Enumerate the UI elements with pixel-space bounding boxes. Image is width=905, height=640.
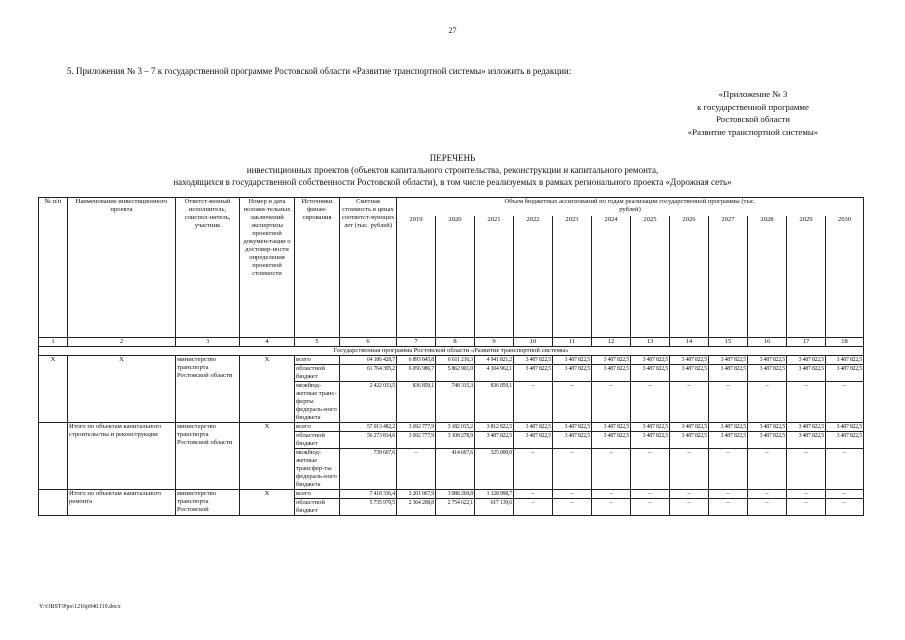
title-line-1: ПЕРЕЧЕНЬ bbox=[429, 153, 476, 163]
year-value: 3 487 822,5 bbox=[826, 423, 864, 432]
column-number: 4 bbox=[240, 338, 295, 347]
year-value: 5 862 901,0 bbox=[436, 365, 475, 382]
year-value: – bbox=[748, 382, 787, 423]
executor: министерство транспорта Ростовской области bbox=[176, 356, 240, 423]
year-value: 3 692 777,9 bbox=[397, 432, 436, 449]
project-name: Х bbox=[68, 356, 176, 423]
year-value: – bbox=[787, 499, 826, 516]
year-value: – bbox=[826, 499, 864, 516]
header-year: 2022 bbox=[514, 216, 553, 338]
year-value: 3 487 822,5 bbox=[553, 356, 592, 365]
header-year: 2023 bbox=[553, 216, 592, 338]
header-expertise: Номер и дата положи-тельных заключений экспертизы проектной докумен-тации о достовер-ности определения проектной стоимости bbox=[240, 198, 295, 338]
year-value: 3 487 822,5 bbox=[592, 356, 631, 365]
year-value: 3 201 067,9 bbox=[397, 490, 436, 499]
year-value: 3 487 822,5 bbox=[709, 423, 748, 432]
column-number: 3 bbox=[176, 338, 240, 347]
year-value: – bbox=[748, 499, 787, 516]
year-value: 3 487 822,5 bbox=[709, 432, 748, 449]
funding-source: межбюд-жетные трансфер-ты федераль-ного бюджета bbox=[295, 449, 340, 490]
year-value: – bbox=[553, 449, 592, 490]
column-number: 16 bbox=[748, 338, 787, 347]
year-value: 4 941 821,2 bbox=[475, 356, 514, 365]
group-num: Х bbox=[39, 356, 68, 423]
year-value: – bbox=[670, 490, 709, 499]
year-value: 1 128 998,7 bbox=[475, 490, 514, 499]
funding-source: межбюд-жетные транс-ферты федераль-ного бюджета bbox=[295, 382, 340, 423]
year-value: 3 487 822,5 bbox=[787, 432, 826, 449]
column-number: 11 bbox=[553, 338, 592, 347]
year-value: 3 487 822,5 bbox=[553, 365, 592, 382]
appendix-line-4: «Развитие транспортной системы» bbox=[687, 126, 819, 137]
estimated-cost: 57 013 482,2 bbox=[340, 423, 397, 432]
header-executor: Ответст-венный исполнитель, соиспол-нитель, участник bbox=[176, 198, 240, 338]
year-value: – bbox=[709, 449, 748, 490]
year-value: – bbox=[592, 449, 631, 490]
expertise: Х bbox=[240, 356, 295, 423]
group-num bbox=[39, 423, 68, 490]
column-number: 14 bbox=[670, 338, 709, 347]
column-number: 10 bbox=[514, 338, 553, 347]
header-year: 2027 bbox=[709, 216, 748, 338]
column-number: 9 bbox=[475, 338, 514, 347]
column-number: 7 bbox=[397, 338, 436, 347]
year-value: 3 487 822,5 bbox=[631, 432, 670, 449]
year-value: – bbox=[631, 490, 670, 499]
year-value: 3 487 822,5 bbox=[826, 356, 864, 365]
funding-source: всего bbox=[295, 423, 340, 432]
year-value: 3 692 777,9 bbox=[397, 423, 436, 432]
year-value: 3 487 822,5 bbox=[748, 423, 787, 432]
year-value: – bbox=[631, 449, 670, 490]
year-value: 3 487 822,5 bbox=[514, 356, 553, 365]
year-value: – bbox=[670, 449, 709, 490]
year-value: 3 487 822,5 bbox=[787, 356, 826, 365]
year-value: 617 139,6 bbox=[475, 499, 514, 516]
year-value: 3 487 822,5 bbox=[670, 365, 709, 382]
column-number-row bbox=[39, 338, 864, 347]
header-year: 2029 bbox=[787, 216, 826, 338]
year-value: – bbox=[631, 382, 670, 423]
year-value: 3 487 822,5 bbox=[592, 365, 631, 382]
header-year: 2021 bbox=[475, 216, 514, 338]
year-value: – bbox=[514, 499, 553, 516]
year-value: 3 487 822,5 bbox=[514, 423, 553, 432]
appendix-line-1: «Приложение № 3 bbox=[718, 89, 788, 99]
year-value: 3 487 822,5 bbox=[631, 356, 670, 365]
header-year: 2020 bbox=[436, 216, 475, 338]
estimated-cost: 56 273 814,6 bbox=[340, 432, 397, 449]
executor: министерство транспорта Ростовской bbox=[176, 490, 240, 516]
year-value: – bbox=[670, 499, 709, 516]
year-value: – bbox=[631, 499, 670, 516]
column-number: 6 bbox=[340, 338, 397, 347]
year-value: 3 182 015,2 bbox=[436, 423, 475, 432]
year-value: – bbox=[709, 382, 748, 423]
year-value: 6 056 986,7 bbox=[397, 365, 436, 382]
investment-projects-table bbox=[38, 197, 864, 516]
year-value: 3 487 822,5 bbox=[748, 432, 787, 449]
document-title bbox=[40, 152, 865, 188]
estimated-cost: 739 667,6 bbox=[340, 449, 397, 490]
funding-source: всего bbox=[295, 490, 340, 499]
column-number: 12 bbox=[592, 338, 631, 347]
title-line-3: находящихся в государственной собственности Ростовской области), в том числе реализуемых в рамках регионального проекта «Дорожная сеть» bbox=[173, 177, 732, 187]
header-name: Наименование инвестиционного проекта bbox=[68, 198, 176, 338]
column-number: 15 bbox=[709, 338, 748, 347]
funding-source: областной бюджет bbox=[295, 432, 340, 449]
year-value: 6 611 216,3 bbox=[436, 356, 475, 365]
year-value: 3 487 822,5 bbox=[592, 432, 631, 449]
year-value: 3 487 822,5 bbox=[514, 432, 553, 449]
year-value: 414 667,6 bbox=[436, 449, 475, 490]
year-value: 3 088 269,8 bbox=[436, 490, 475, 499]
year-value: 3 487 822,5 bbox=[475, 432, 514, 449]
year-value: 3 487 822,5 bbox=[670, 432, 709, 449]
year-value: 3 487 822,5 bbox=[826, 365, 864, 382]
year-value: 4 104 962,1 bbox=[475, 365, 514, 382]
estimated-cost: 5 735 970,5 bbox=[340, 499, 397, 516]
year-value: 836 859,1 bbox=[397, 382, 436, 423]
year-value: – bbox=[670, 382, 709, 423]
year-value: – bbox=[592, 490, 631, 499]
header-num: № п/п bbox=[39, 198, 68, 338]
column-number: 17 bbox=[787, 338, 826, 347]
year-value: 6 893 845,8 bbox=[397, 356, 436, 365]
expertise: Х bbox=[240, 490, 295, 516]
year-value: 3 487 822,5 bbox=[787, 365, 826, 382]
project-name: Итого по объектам капитального строительства и реконструкции bbox=[68, 423, 176, 490]
estimated-cost: 64 186 428,7 bbox=[340, 356, 397, 365]
year-value: – bbox=[514, 449, 553, 490]
header-year: 2024 bbox=[592, 216, 631, 338]
year-value: – bbox=[826, 490, 864, 499]
column-number: 1 bbox=[39, 338, 68, 347]
appendix-line-3: Ростовской области bbox=[716, 114, 790, 124]
executor: министерство транспорта Ростовской области bbox=[176, 423, 240, 490]
year-value: 3 487 822,5 bbox=[748, 356, 787, 365]
project-name: Итого по объектам капитального ремонта bbox=[68, 490, 176, 516]
file-path-footer: Y:\ORST\Ppo\1216p940.f19.docx bbox=[39, 604, 121, 610]
year-value: – bbox=[514, 382, 553, 423]
year-value: 325 000,0 bbox=[475, 449, 514, 490]
estimated-cost: 7 418 336,4 bbox=[340, 490, 397, 499]
column-number: 13 bbox=[631, 338, 670, 347]
header-volume: Объем бюджетных ассигнований по годам реализации государственной программы (тыс. рублей) bbox=[397, 198, 864, 216]
year-value: – bbox=[709, 490, 748, 499]
year-value: 748 315,3 bbox=[436, 382, 475, 423]
year-value: 3 108 278,9 bbox=[436, 432, 475, 449]
year-value: – bbox=[553, 490, 592, 499]
year-value: 3 487 822,5 bbox=[553, 432, 592, 449]
year-value: – bbox=[709, 499, 748, 516]
year-value: – bbox=[787, 490, 826, 499]
estimated-cost: 61 764 395,2 bbox=[340, 365, 397, 382]
year-value: – bbox=[592, 499, 631, 516]
title-line-2: инвестиционных проектов (объектов капитального строительства, реконструкции и капитального ремонта, bbox=[246, 165, 659, 175]
program-title: Государственная программа Ростовской области «Развитие транспортной системы» bbox=[39, 347, 864, 356]
year-value: – bbox=[514, 490, 553, 499]
year-value: 3 487 822,5 bbox=[670, 356, 709, 365]
year-value: – bbox=[826, 449, 864, 490]
year-value: 3 812 822,5 bbox=[475, 423, 514, 432]
table-body bbox=[39, 338, 864, 516]
funding-source: областной бюджет bbox=[295, 499, 340, 516]
year-value: 3 487 822,5 bbox=[709, 365, 748, 382]
year-value: – bbox=[826, 382, 864, 423]
funding-source: областной бюджет bbox=[295, 365, 340, 382]
header-cost: Сметная стоимость в ценах соответст-вующих лет (тыс. рублей) bbox=[340, 198, 397, 338]
year-value: 2 754 622,1 bbox=[436, 499, 475, 516]
year-value: – bbox=[592, 382, 631, 423]
header-year: 2025 bbox=[631, 216, 670, 338]
year-value: 3 487 822,5 bbox=[631, 365, 670, 382]
year-value: 3 487 822,5 bbox=[631, 423, 670, 432]
year-value: – bbox=[748, 490, 787, 499]
year-value: 3 487 822,5 bbox=[514, 365, 553, 382]
expertise: Х bbox=[240, 423, 295, 490]
year-value: 3 487 822,5 bbox=[748, 365, 787, 382]
table-row bbox=[39, 356, 864, 365]
year-value: 2 364 208,8 bbox=[397, 499, 436, 516]
appendix-header bbox=[663, 88, 843, 138]
header-year: 2026 bbox=[670, 216, 709, 338]
header-year: 2030 bbox=[826, 216, 864, 338]
year-value: 836 859,1 bbox=[475, 382, 514, 423]
year-value: 3 487 822,5 bbox=[826, 432, 864, 449]
funding-source: всего bbox=[295, 356, 340, 365]
year-value: 3 487 822,5 bbox=[592, 423, 631, 432]
year-value: – bbox=[553, 499, 592, 516]
year-value: – bbox=[397, 449, 436, 490]
estimated-cost: 2 422 033,5 bbox=[340, 382, 397, 423]
intro-text: 5. Приложения № 3 – 7 к государственной программе Ростовской области «Развитие транспортной системы» изложить в редакции: bbox=[67, 66, 572, 76]
column-number: 18 bbox=[826, 338, 864, 347]
year-value: 3 487 822,5 bbox=[787, 423, 826, 432]
column-number: 2 bbox=[68, 338, 176, 347]
column-number: 5 bbox=[295, 338, 340, 347]
year-value: – bbox=[553, 382, 592, 423]
header-year: 2028 bbox=[748, 216, 787, 338]
header-sources: Источники финан-сирования bbox=[295, 198, 340, 338]
page-number: 27 bbox=[448, 26, 457, 35]
table-row bbox=[39, 423, 864, 432]
column-number: 8 bbox=[436, 338, 475, 347]
table-row bbox=[39, 490, 864, 499]
header-year: 2019 bbox=[397, 216, 436, 338]
year-value: 3 487 822,5 bbox=[553, 423, 592, 432]
year-value: – bbox=[787, 449, 826, 490]
year-value: – bbox=[748, 449, 787, 490]
year-value: 3 487 822,5 bbox=[670, 423, 709, 432]
group-num bbox=[39, 490, 68, 516]
year-value: – bbox=[787, 382, 826, 423]
year-value: 3 487 822,5 bbox=[709, 356, 748, 365]
appendix-line-2: к государственной программе bbox=[697, 101, 809, 112]
